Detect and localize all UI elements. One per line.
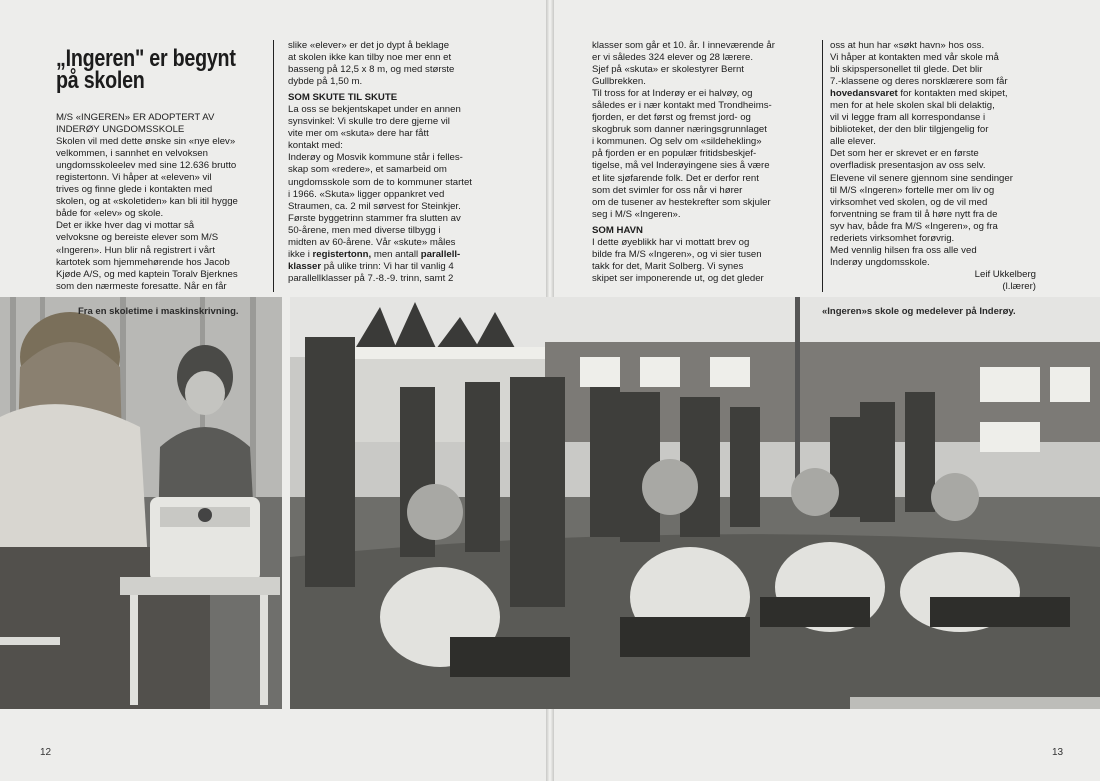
article-subtitle-line-1: M/S «INGEREN» ER ADOPTERT AV <box>56 112 215 123</box>
text-line: Med vennlig hilsen fra oss alle ved <box>830 244 977 256</box>
text-line: Sjef på «skuta» er skolestyrer Bernt <box>592 64 744 76</box>
bold-term-registertonn: registertonn, <box>312 248 372 260</box>
page-number-right: 13 <box>1052 747 1064 758</box>
section-heading-havn: SOM HAVN <box>592 224 643 236</box>
column-2-body-b <box>288 104 510 249</box>
text-line: basseng på 12,5 x 8 m, og med største <box>288 64 455 76</box>
text-line: Elevene vil senere gjennom sine sendinger <box>830 172 1013 184</box>
text-line: fjorden, er det først og fremst jord- og <box>592 112 751 124</box>
text-line: synsvinkel: Vi skulle tro dere gjerne vil <box>288 116 450 128</box>
text-line: velvoksne og bereiste elever som M/S <box>56 232 219 244</box>
text-line: således er i nær kontakt med Trondheims- <box>592 100 772 112</box>
text-line: kartotek som hjemmehørende hos Jacob <box>56 256 230 268</box>
text-line: midten av 60-årene. Vår «skute» måles <box>288 236 456 248</box>
column-2-bold-line-b <box>288 261 510 273</box>
text-line: Gullbrekken. <box>592 76 646 88</box>
signature-name: Leif Ukkelberg <box>974 268 1036 280</box>
text-line: til M/S «Ingeren» fortelle mer om liv og <box>830 184 995 196</box>
text-line: rederiets virksomhet forøvrig. <box>830 232 955 244</box>
signature-role: (l.lærer) <box>1002 280 1036 292</box>
column-4-text: for kontakten med skipet, <box>897 88 1008 100</box>
section-heading-skute: SOM SKUTE TIL SKUTE <box>288 92 398 104</box>
text-line: er vi således 324 elever og 28 lærere. <box>592 52 754 64</box>
text-line: et lite sjøfarende folk. Det er derfor rent <box>592 172 759 184</box>
text-line: ungdomsskole som de to kommuner startet <box>288 176 472 188</box>
text-line: tigelse, må vel Inderøyingene sies å være <box>592 160 770 172</box>
article-title <box>56 45 236 94</box>
text-line: at skolen ikke kan tilby noe mer enn et <box>288 52 452 64</box>
column-3-body-a <box>592 40 814 221</box>
column-4-bold-line <box>830 88 1056 100</box>
text-line: 50-årene, men med diverse tilbygg i <box>288 224 441 236</box>
text-line: Inderøy og Mosvik kommune står i felles- <box>288 152 463 164</box>
text-line: klasser som går et 10. år. I inneværende år <box>592 40 775 51</box>
text-line: Det som her er skrevet er en første <box>830 148 979 160</box>
text-line: ungdomsskoleelev med sine 12.636 brutto <box>56 160 237 172</box>
bold-term-parallell: parallell- <box>420 248 461 260</box>
text-line: takk for det, Marit Solberg. Vi synes <box>592 260 744 272</box>
text-line: alle elever. <box>830 136 876 148</box>
text-line: I dette øyeblikk har vi mottatt brev og <box>592 236 750 248</box>
column-4-body-b <box>830 100 1056 269</box>
page-number-left: 12 <box>40 747 52 758</box>
article-column-4 <box>830 40 1056 293</box>
text-line: syv hav, både fra M/S «Ingeren», og fra <box>830 220 998 232</box>
text-line: «Ingeren». Hun blir nå registrert i vårt <box>56 244 215 256</box>
column-2-body-a <box>288 40 510 88</box>
text-line: bli skipspersonellet til glede. Det blir <box>830 64 983 76</box>
text-line: La oss se bekjentskapet under en annen <box>288 104 461 116</box>
text-line: trives og finne glede i kontakten med <box>56 184 213 196</box>
text-line: både for «elev» og skole. <box>56 208 164 220</box>
photo-typing-class <box>0 297 282 709</box>
text-line: velkommen, i sannhet en velvoksen <box>56 148 208 160</box>
text-line: som den nærmeste foresatte. Når en får <box>56 280 227 292</box>
text-line: Vi håper at kontakten med vår skole må <box>830 52 999 64</box>
photo-caption-right: «Ingeren»s skole og medelever på Inderøy. <box>822 306 1016 317</box>
text-line: i 1966. «Skuta» ligger oppankret ved <box>288 188 445 200</box>
article-column-2 <box>288 40 510 285</box>
text-line: dybde på 1,50 m. <box>288 76 363 88</box>
text-line: slike «elever» er det jo dypt å beklage <box>288 40 450 51</box>
text-line: biblioteket, der den blir tilgjengelig for <box>830 124 989 136</box>
column-2-text: på ulike trinn: Vi har til vanlig 4 <box>321 260 454 272</box>
bold-term-hovedansvaret: hovedansvaret <box>830 88 898 100</box>
photo-school-yard <box>290 297 1100 709</box>
text-line: overfladisk presentasjon av oss selv. <box>830 160 986 172</box>
column-2-text: men antall <box>371 248 421 260</box>
text-line: Første byggetrinn stammer fra slutten av <box>288 212 461 224</box>
text-line: skogbruk som danner næringsgrunnlaget <box>592 124 767 136</box>
text-line: seg i M/S «Ingeren». <box>592 208 681 220</box>
column-2-bold-line-a <box>288 249 510 261</box>
text-line: på fjorden er en populær fritidsbeskjef- <box>592 148 757 160</box>
text-line: om de tusener av hestekrefter som skjuler <box>592 196 771 208</box>
text-line: skap som «redere», et samarbeid om <box>288 164 447 176</box>
text-line: vil vi legge fram all korrespondanse i <box>830 112 986 124</box>
text-line: Skolen vil med dette ønske sin «nye elev» <box>56 136 236 148</box>
article-title-line-2: på skolen <box>56 67 145 94</box>
text-line: i kommunen. Og selv om «sildehekling» <box>592 136 762 148</box>
article-title-line-1: „Ingeren" er begynt <box>56 45 236 72</box>
column-2-last-line: parallellklasser på 7.-8.-9. trinn, samt 2 <box>288 272 454 284</box>
text-line: Det er ikke hver dag vi mottar så <box>56 220 195 232</box>
article-subtitle-line-2: INDERØY UNGDOMSSKOLE <box>56 124 185 136</box>
text-line: som det svimler for oss når vi hører <box>592 184 743 196</box>
text-line: bilde fra M/S «Ingeren», og vi sier tusen <box>592 248 762 260</box>
bold-term-klasser: klasser <box>288 260 322 272</box>
photo-caption-left: Fra en skoletime i maskinskrivning. <box>78 306 239 317</box>
text-line: kontakt med: <box>288 140 343 152</box>
text-line: skolen, og at «skoletiden» kan bli itil hygge <box>56 196 238 208</box>
text-line: Kjøde A/S, og med kaptein Toralv Bjerknes <box>56 268 238 280</box>
text-line: forventning se fram til å høre nytt fra de <box>830 208 998 220</box>
text-line: registertonn. Vi håper at «eleven» vil <box>56 172 212 184</box>
text-line: Straumen, ca. 2 mil sørvest for Steinkjer. <box>288 200 461 212</box>
column-3-body-b <box>592 237 814 285</box>
text-line: Inderøy ungdomsskole. <box>830 256 930 268</box>
article-column-3 <box>592 40 814 285</box>
text-line: oss at hun har «søkt havn» hos oss. <box>830 40 985 51</box>
text-line: men for at hele skolen skal bli delaktig, <box>830 100 995 112</box>
column-divider <box>822 40 823 292</box>
text-line: 7.-klassene og deres norsklærere som får <box>830 76 1008 88</box>
column-1-body <box>56 136 268 293</box>
column-2-text: ikke i <box>288 248 313 260</box>
column-4-body-a <box>830 40 1056 88</box>
text-line: skipet ser imponerende ut, og det gleder <box>592 272 764 284</box>
text-line: vite mer om «skuta» dere har fått <box>288 128 429 140</box>
text-line: Til tross for at Inderøy er ei halvøy, og <box>592 88 753 100</box>
text-line: virksomhet ved skolen, og de vil med <box>830 196 988 208</box>
article-column-1 <box>56 40 268 293</box>
column-divider <box>273 40 274 292</box>
